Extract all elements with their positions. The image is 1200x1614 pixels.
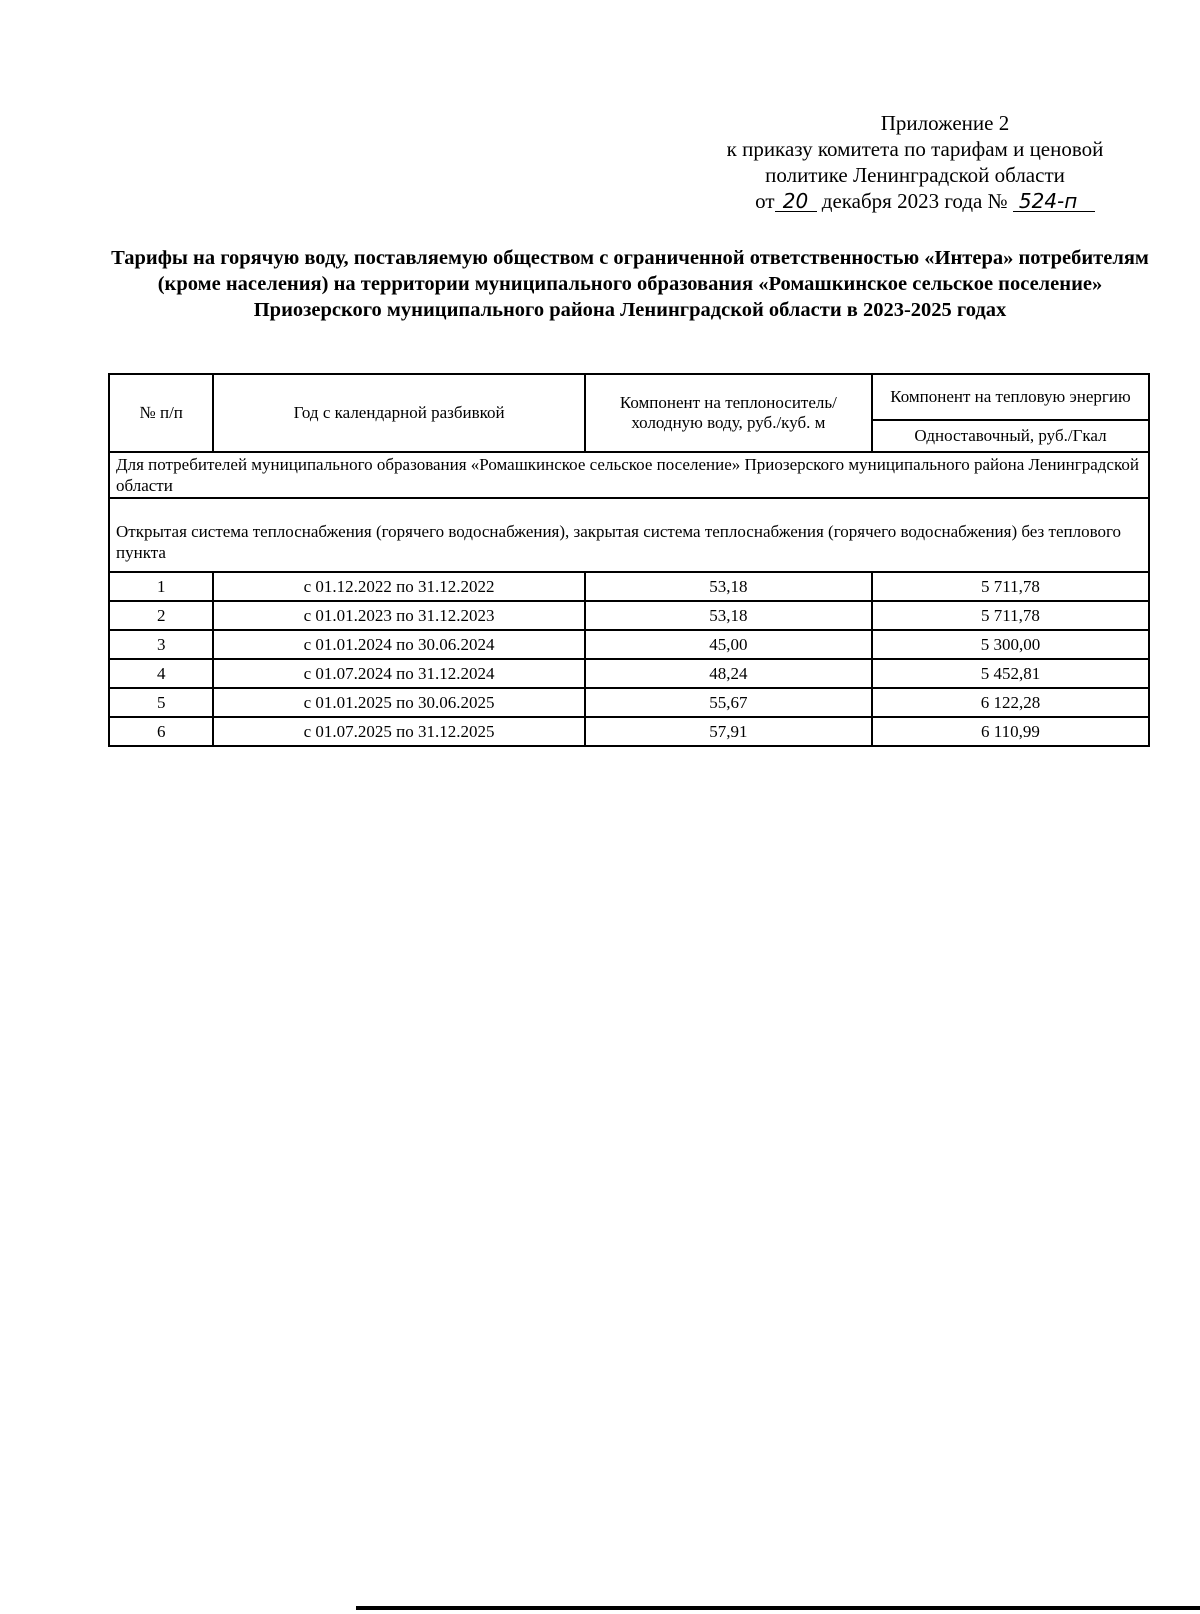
appendix-date-line: [690, 188, 1140, 214]
cell-num: 5: [109, 688, 213, 717]
header-energy-sub: Одноставочный, руб./Гкал: [872, 420, 1149, 452]
header-water-label: Компонент на теплоноситель/ холодную воду, руб./куб. м: [619, 393, 837, 432]
table-header-row: [109, 374, 1149, 420]
cell-energy: 6 122,28: [872, 688, 1149, 717]
cell-energy: 5 452,81: [872, 659, 1149, 688]
cell-num: 4: [109, 659, 213, 688]
cell-energy: 6 110,99: [872, 717, 1149, 746]
appendix-committee: политике Ленинградской области: [765, 163, 1065, 187]
table-row: [109, 630, 1149, 659]
section-system: Открытая система теплоснабжения (горячего водоснабжения), закрытая система теплоснабжения (горячего водоснабжения) без теплового пункта: [109, 498, 1149, 572]
table-row: [109, 659, 1149, 688]
table-row: [109, 688, 1149, 717]
handwritten-order-number: 524-п: [1013, 191, 1095, 212]
tariff-table: [108, 373, 1150, 747]
appendix-title: Приложение 2: [880, 111, 1010, 135]
cell-num: 2: [109, 601, 213, 630]
table-row: [109, 601, 1149, 630]
header-energy-label: Компонент на тепловую энергию: [890, 387, 1131, 406]
header-energy: [872, 374, 1149, 420]
table-row: [109, 572, 1149, 601]
cell-period: с 01.01.2024 по 30.06.2024: [213, 630, 584, 659]
header-num: № п/п: [109, 374, 213, 452]
cell-water: 55,67: [585, 688, 872, 717]
section-consumers-row: [109, 452, 1149, 498]
header-period: Год с календарной разбивкой: [213, 374, 584, 452]
header-water: [585, 374, 872, 452]
section-system-row: [109, 498, 1149, 572]
cell-water: 48,24: [585, 659, 872, 688]
cell-period: с 01.12.2022 по 31.12.2022: [213, 572, 584, 601]
cell-num: 3: [109, 630, 213, 659]
scan-edge-line: [356, 1606, 1200, 1610]
date-month-year: декабря 2023 года №: [821, 189, 1008, 213]
document-title: Тарифы на горячую воду, поставляемую обществом с ограниченной ответственностью «Интера» потребителям (кроме населения) на территории муниципального образования «Ромашкинское сельское поселение» Приозерского муниципального района Ленинградской области в 2023-2025 годах: [111, 247, 1149, 321]
date-prefix: от: [755, 189, 775, 213]
cell-num: 6: [109, 717, 213, 746]
cell-period: с 01.01.2023 по 31.12.2023: [213, 601, 584, 630]
cell-energy: 5 711,78: [872, 572, 1149, 601]
cell-water: 57,91: [585, 717, 872, 746]
cell-period: с 01.07.2025 по 31.12.2025: [213, 717, 584, 746]
table-row: [109, 717, 1149, 746]
cell-water: 45,00: [585, 630, 872, 659]
section-consumers: Для потребителей муниципального образования «Ромашкинское сельское поселение» Приозерского муниципального района Ленинградской области: [109, 452, 1149, 498]
cell-period: с 01.01.2025 по 30.06.2025: [213, 688, 584, 717]
cell-water: 53,18: [585, 601, 872, 630]
cell-energy: 5 300,00: [872, 630, 1149, 659]
handwritten-day: 20: [775, 191, 817, 212]
appendix-order-ref: к приказу комитета по тарифам и ценовой: [726, 137, 1104, 161]
cell-water: 53,18: [585, 572, 872, 601]
cell-energy: 5 711,78: [872, 601, 1149, 630]
cell-period: с 01.07.2024 по 31.12.2024: [213, 659, 584, 688]
appendix-header: [690, 110, 1140, 214]
cell-num: 1: [109, 572, 213, 601]
